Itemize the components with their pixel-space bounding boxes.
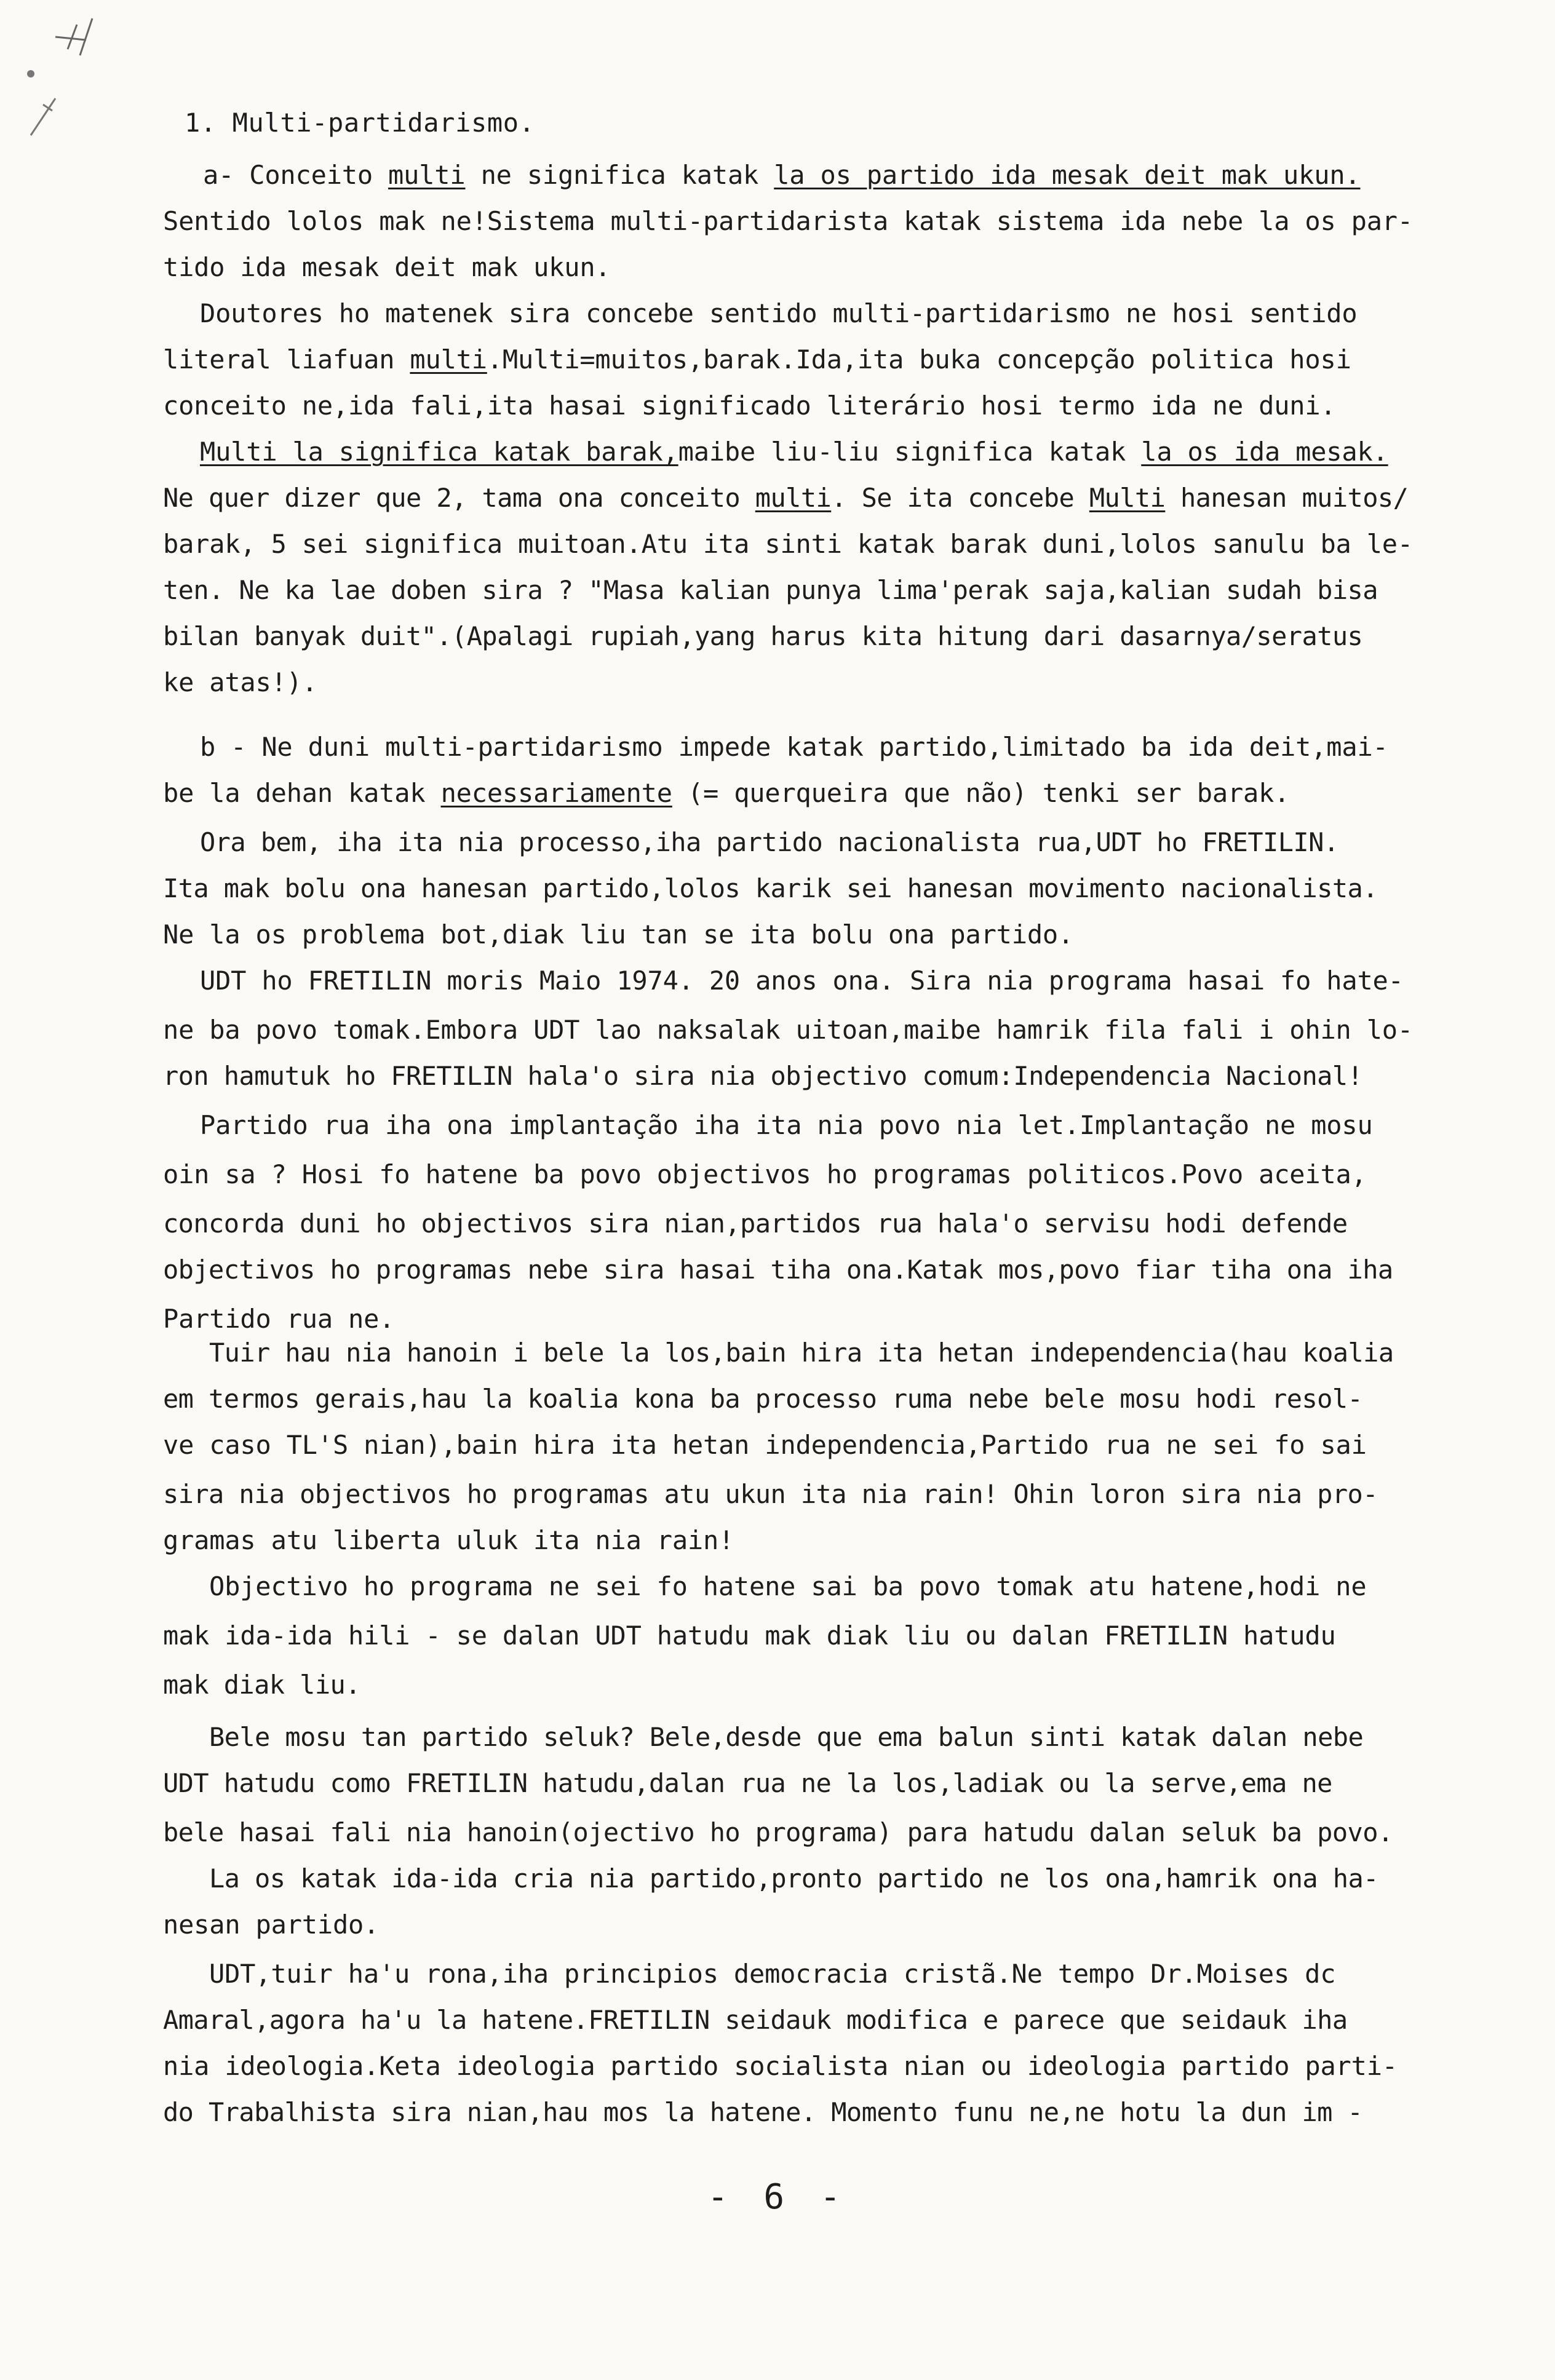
- text-segment: mak diak liu.: [163, 1670, 360, 1700]
- text-line: [163, 1814, 1393, 1851]
- text-line: [163, 1617, 1336, 1654]
- text-line: [163, 664, 317, 701]
- text-segment: conceito ne,ida fali,ita hasai significado literário hosi termo ida ne duni.: [163, 391, 1336, 421]
- text-segment: ne ba povo tomak.Embora UDT lao naksalak uitoan,maibe hamrik fila fali i ohin lo-: [163, 1015, 1413, 1045]
- text-segment: oin sa ? Hosi fo hatene ba povo objectivos ho programas politicos.Povo aceita,: [163, 1159, 1367, 1189]
- text-line: [163, 572, 1378, 609]
- underlined-text: multi: [755, 483, 832, 513]
- text-segment: nesan partido.: [163, 1910, 380, 1940]
- underlined-text: la os ida mesak.: [1141, 437, 1388, 467]
- text-segment: bilan banyak duit".(Apalagi rupiah,yang harus kita hitung dari dasarnya/seratus: [163, 621, 1363, 651]
- text-line: [200, 434, 1388, 470]
- text-line: [200, 1107, 1373, 1144]
- text-line: [163, 775, 1289, 812]
- text-segment: Ora bem, iha ita nia processo,iha partido nacionalista rua,UDT ho FRETILIN.: [200, 827, 1339, 857]
- text-line: [200, 824, 1338, 861]
- text-line: [209, 1335, 1394, 1371]
- text-segment: Amaral,agora ha'u la hatene.FRETILIN seidauk modifica e parece que seidauk iha: [163, 2005, 1348, 2035]
- text-line: [200, 962, 1404, 999]
- text-segment: gramas atu liberta uluk ita nia rain!: [163, 1525, 734, 1555]
- underlined-text: multi: [388, 160, 466, 190]
- text-segment: concorda duni ho objectivos sira nian,partidos rua hala'o servisu hodi defende: [163, 1208, 1348, 1239]
- text-segment: Tuir hau nia hanoin i bele la los,bain hira ita hetan independencia(hau koalia: [209, 1338, 1394, 1368]
- text-segment: UDT,tuir ha'u rona,iha principios democracia cristã.Ne tempo Dr.Moises dc: [209, 1959, 1336, 1989]
- text-line: [163, 2002, 1348, 2039]
- text-segment: mak ida-ida hili - se dalan UDT hatudu mak diak liu ou dalan FRETILIN hatudu: [163, 1620, 1336, 1651]
- underlined-text: la os partido ida mesak deit mak ukun.: [774, 160, 1361, 190]
- text-segment: ten. Ne ka lae doben sira ? "Masa kalian punya lima'perak saja,kalian sudah bisa: [163, 575, 1378, 605]
- text-segment: Bele mosu tan partido seluk? Bele,desde que ema balun sinti katak dalan nebe: [209, 1722, 1364, 1752]
- text-line: [163, 1906, 379, 1943]
- text-segment: maibe liu-liu significa katak: [678, 437, 1142, 467]
- text-line: [163, 387, 1336, 424]
- underlined-text: Multi: [1089, 483, 1166, 513]
- text-line: [209, 1568, 1366, 1605]
- text-segment: Partido rua iha ona implantação iha ita nia povo nia let.Implantação ne mosu: [200, 1110, 1373, 1140]
- text-segment: Ita mak bolu ona hanesan partido,lolos karik sei hanesan movimento nacionalista.: [163, 873, 1378, 903]
- text-segment: sira nia objectivos ho programas atu ukun ita nia rain! Ohin loron sira nia pro-: [163, 1479, 1378, 1509]
- text-segment: La os katak ida-ida cria nia partido,pronto partido ne los ona,hamrik ona ha-: [209, 1863, 1378, 1894]
- text-line: [163, 1765, 1332, 1802]
- text-line: [163, 1251, 1393, 1288]
- text-segment: UDT ho FRETILIN moris Maio 1974. 20 anos ona. Sira nia programa hasai fo hate-: [200, 966, 1404, 996]
- text-segment: Ne la os problema bot,diak liu tan se ita bolu ona partido.: [163, 919, 1074, 950]
- text-line: [163, 1012, 1413, 1049]
- text-line: [163, 1156, 1367, 1193]
- text-segment: nia ideologia.Keta ideologia partido socialista nian ou ideologia partido parti-: [163, 2051, 1398, 2081]
- text-line: [209, 1860, 1378, 1897]
- text-segment: ne significa katak: [465, 160, 774, 190]
- underlined-text: Multi la significa katak barak,: [200, 437, 678, 467]
- text-line: [209, 1719, 1363, 1756]
- text-line: [163, 249, 611, 286]
- text-segment: ve caso TL'S nian),bain hira ita hetan independencia,Partido rua ne sei fo sai: [163, 1430, 1367, 1460]
- text-line: [163, 916, 1073, 953]
- text-line: [163, 341, 1351, 378]
- text-segment: Doutores ho matenek sira concebe sentido multi-partidarismo ne hosi sentido: [200, 298, 1358, 328]
- text-segment: bele hasai fali nia hanoin(ojectivo ho programa) para hatudu dalan seluk ba povo.: [163, 1817, 1393, 1847]
- text-segment: em termos gerais,hau la koalia kona ba processo ruma nebe bele mosu hodi resol-: [163, 1384, 1363, 1414]
- text-line: [163, 480, 1408, 517]
- text-segment: Objectivo ho programa ne sei fo hatene sai ba povo tomak atu hatene,hodi ne: [209, 1571, 1367, 1601]
- text-segment: (= querqueira que não) tenki ser barak.: [672, 778, 1290, 808]
- text-segment: tido ida mesak deit mak ukun.: [163, 252, 611, 282]
- underlined-text: necessariamente: [440, 778, 672, 808]
- text-line: [163, 1205, 1348, 1242]
- text-segment: barak, 5 sei significa muitoan.Atu ita sinti katak barak duni,lolos sanulu ba le-: [163, 529, 1413, 559]
- page-number: - 6 -: [707, 2177, 848, 2217]
- text-line: [163, 1667, 360, 1704]
- text-line: [163, 2094, 1362, 2131]
- section-heading: 1. Multi-partidarismo.: [185, 108, 535, 138]
- text-line: [209, 1956, 1335, 1993]
- text-segment: objectivos ho programas nebe sira hasai tiha ona.Katak mos,povo fiar tiha ona iha: [163, 1255, 1393, 1285]
- text-line: [163, 1476, 1378, 1513]
- text-segment: do Trabalhista sira nian,hau mos la hatene. Momento funu ne,ne hotu la dun im -: [163, 2097, 1363, 2127]
- text-line: [200, 295, 1357, 332]
- text-segment: . Se ita concebe: [831, 483, 1089, 513]
- text-segment: ke atas!).: [163, 667, 317, 697]
- text-line: [163, 618, 1362, 655]
- text-line: [200, 729, 1388, 766]
- text-line: [163, 1301, 394, 1338]
- underlined-text: multi: [410, 344, 487, 375]
- text-segment: Ne quer dizer que 2, tama ona conceito: [163, 483, 755, 513]
- text-segment: a- Conceito: [203, 160, 389, 190]
- text-line: [163, 870, 1378, 907]
- text-line: [163, 1427, 1367, 1464]
- text-line: [163, 526, 1413, 563]
- text-segment: Partido rua ne.: [163, 1304, 395, 1334]
- text-segment: ron hamutuk ho FRETILIN hala'o sira nia objectivo comum:Independencia Nacional!: [163, 1061, 1363, 1091]
- text-segment: literal liafuan: [163, 344, 410, 375]
- text-segment: Sentido lolos mak ne!Sistema multi-partidarista katak sistema ida nebe la os par-: [163, 206, 1413, 236]
- text-line: [163, 1058, 1362, 1095]
- text-line: [163, 1522, 734, 1559]
- text-line: [163, 2048, 1398, 2085]
- text-line: [163, 203, 1413, 240]
- handwritten-annotation-mark: [18, 12, 117, 148]
- text-segment: hanesan muitos/: [1165, 483, 1409, 513]
- text-segment: UDT hatudu como FRETILIN hatudu,dalan rua ne la los,ladiak ou la serve,ema ne: [163, 1768, 1332, 1798]
- text-segment: .Multi=muitos,barak.Ida,ita buka concepção politica hosi: [487, 344, 1351, 375]
- text-line: [163, 1381, 1362, 1418]
- text-segment: b - Ne duni multi-partidarismo impede katak partido,limitado ba ida deit,mai-: [200, 732, 1388, 762]
- text-segment: be la dehan katak: [163, 778, 441, 808]
- text-line: [203, 157, 1361, 194]
